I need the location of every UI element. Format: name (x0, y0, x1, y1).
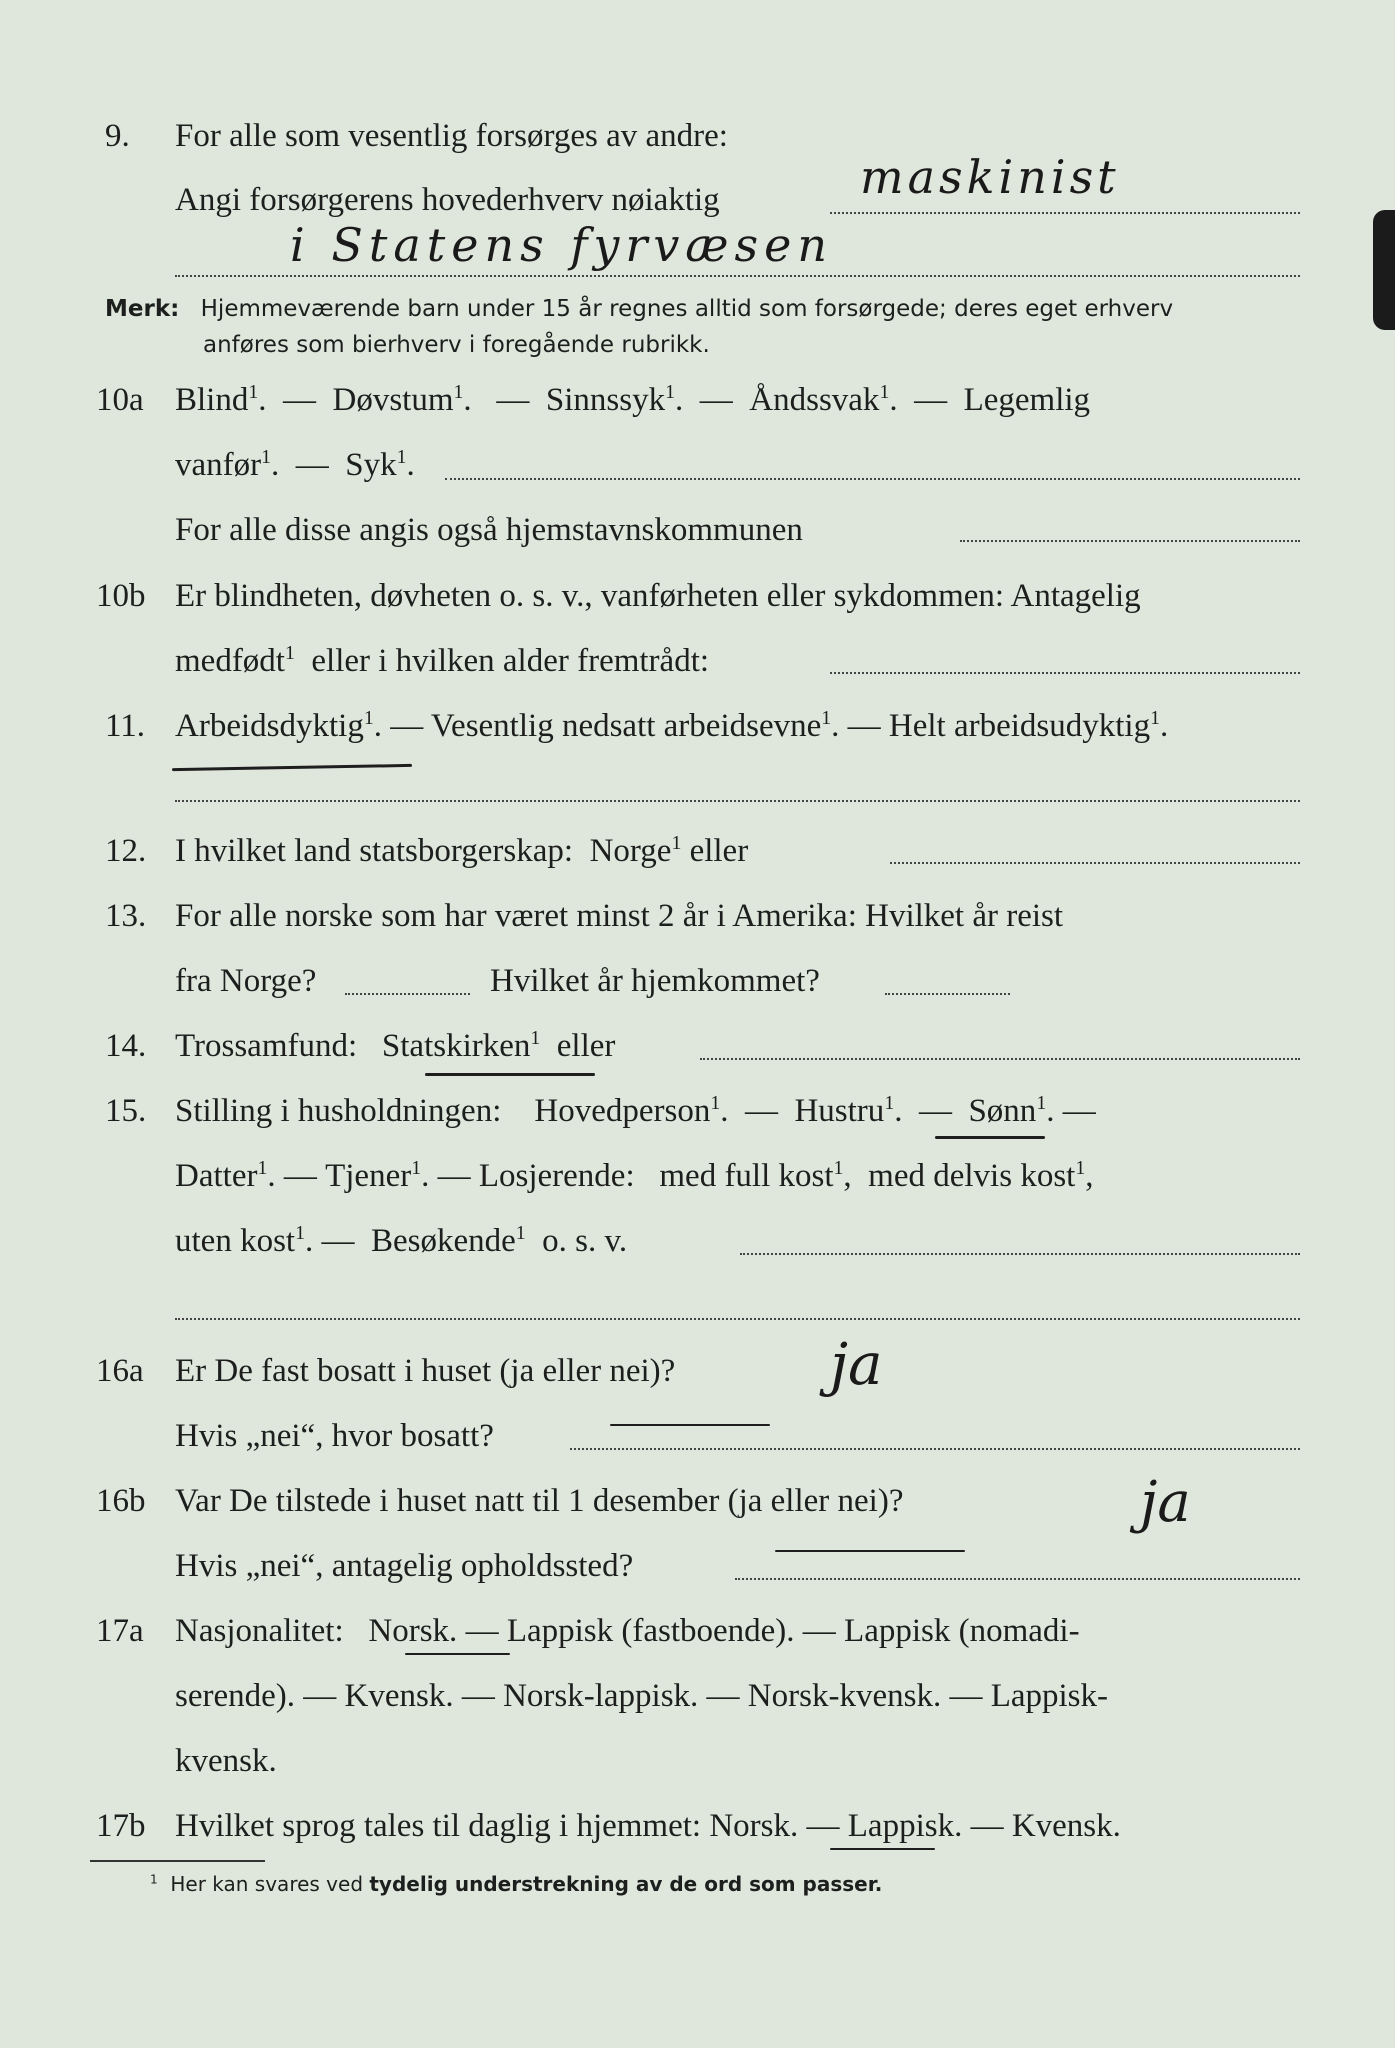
option-syk[interactable]: Syk (345, 447, 397, 483)
q16a-handwritten-answer[interactable]: ja (830, 1330, 883, 1398)
q9-number: 9. (105, 118, 130, 154)
footnote-marker: 1 (530, 1027, 541, 1049)
q16b-text-1: Var De tilstede i huset natt til 1 desember (ja eller nei)? (175, 1483, 904, 1519)
option-uten-kost[interactable]: uten kost (175, 1223, 296, 1259)
q13-answer-line-1 (345, 993, 470, 995)
q16a-answer-line (570, 1448, 1300, 1450)
option-hustru[interactable]: Hustru (794, 1093, 885, 1129)
q14-answer-line (700, 1058, 1300, 1060)
underline-statskirken (425, 1073, 595, 1076)
footnote-marker: 1 (363, 707, 374, 729)
footnote-marker: 1 (665, 381, 676, 403)
merk-note-line-1 (105, 296, 1173, 322)
footnote-marker: 1 (1036, 1092, 1047, 1114)
q15-row-1 (0, 1093, 1395, 1153)
option-blind[interactable]: Blind (175, 382, 249, 418)
q10b-text-1: Er blindheten, døvheten o. s. v., vanførheten eller sykdommen: Antagelig (175, 578, 1141, 614)
footnote-bold-text: tydelig understrekning av de ord som passer. (369, 1872, 883, 1896)
q13-row-2 (0, 963, 1395, 1023)
q13-number: 13. (105, 898, 147, 934)
q17a-text-2: serende). — Kvensk. — Norsk-lappisk. — Norsk-kvensk. — Lappisk- (175, 1678, 1109, 1714)
footnote-marker: 1 (821, 707, 832, 729)
q15-answer-line-1 (740, 1253, 1300, 1255)
q10a-line-2: vanfør$^1$. — Syk$^1$. (175, 446, 415, 483)
q17b-lead: Hvilket sprog tales til daglig i hjemmet: (175, 1808, 702, 1844)
q16b-number: 16b (96, 1483, 146, 1519)
footnote-marker: 1 (833, 1157, 844, 1179)
option-norge[interactable]: Norge (589, 833, 672, 869)
q16a-number: 16a (96, 1353, 144, 1389)
option-helt-arbeidsudyktig[interactable]: Helt arbeidsudyktig (888, 708, 1151, 744)
footnote-marker: 1 (295, 1222, 305, 1244)
q10b-line-2 (175, 643, 709, 680)
underline-norsk-sprog (830, 1848, 935, 1850)
q15-line-3: uten kost$^1$. — Besøkende$^1$ o. s. v. (175, 1222, 628, 1259)
q9-row-1 (0, 118, 1395, 178)
option-hovedperson[interactable]: Hovedperson (534, 1093, 711, 1129)
footnote-marker: 1 (879, 381, 890, 403)
option-legemlig[interactable]: Legemlig (963, 382, 1091, 418)
q13-fra-norge: fra Norge? (175, 963, 317, 999)
option-sinnssyk[interactable]: Sinnssyk (545, 382, 666, 418)
q14-label: Trossamfund: (175, 1028, 358, 1064)
footnote (150, 1872, 882, 1896)
footnote-rule (90, 1860, 265, 1862)
footnote-marker: 1 (453, 381, 464, 403)
q14-line (175, 1028, 615, 1065)
option-vanfor[interactable]: vanfør (175, 447, 262, 483)
q9-answer-line-1 (830, 212, 1300, 214)
q9-handwritten-answer-2[interactable]: i Statens fyrvæsen (290, 218, 834, 272)
q16a-text-2: Hvis „nei“, hvor bosatt? (175, 1418, 494, 1454)
merk-note-line-2: anføres som bierhverv i foregående rubrikk. (203, 332, 710, 358)
q17a-rest-1: — Lappisk (fastboende). — Lappisk (nomadi- (465, 1613, 1080, 1649)
footnote-marker: 1 (515, 1222, 526, 1244)
q9-answer-line-2 (175, 275, 1300, 277)
q16b-answer-line (735, 1578, 1300, 1580)
q16a-text-1: Er De fast bosatt i huset (ja eller nei)? (175, 1353, 676, 1389)
underline-norsk-nasjonalitet (405, 1653, 510, 1655)
q15-lead: Stilling i husholdningen: (175, 1093, 502, 1129)
q15-osv: o. s. v. (542, 1223, 628, 1259)
q15-line-1: Stilling i husholdningen: Hovedperson$^1$. — Hustru$^1$. — Sønn$^1$. — (175, 1092, 1096, 1129)
q17a-row-1 (0, 1613, 1395, 1673)
option-statskirken[interactable]: Statskirken (381, 1028, 531, 1064)
q16a-dash-mark (610, 1424, 770, 1426)
q15-number: 15. (105, 1093, 147, 1129)
q17a-line-1 (175, 1613, 1080, 1650)
q10a-text-3: For alle disse angis også hjemstavnskommunen (175, 512, 803, 548)
q10b-answer-line (830, 672, 1300, 674)
footnote-marker: 1 (884, 1092, 895, 1114)
q17b-row (0, 1808, 1395, 1868)
footnote-marker: 1 (1150, 707, 1160, 729)
q9-handwritten-answer-1[interactable]: maskinist (860, 150, 1120, 204)
q16b-dash-mark (775, 1550, 965, 1552)
q15-losjerende: Losjerende: (478, 1158, 635, 1194)
option-dovstum[interactable]: Døvstum (332, 382, 454, 418)
option-datter[interactable]: Datter (175, 1158, 258, 1194)
merk-label: Merk: (105, 296, 180, 322)
q10a-row-1 (0, 382, 1395, 442)
q11-number: 11. (105, 708, 146, 744)
footnote-marker: 1 (257, 1157, 268, 1179)
q17a-row-3 (0, 1743, 1395, 1803)
q15-answer-line-2 (175, 1318, 1300, 1320)
footnote-marker: 1 (396, 446, 407, 468)
q12-text: I hvilket land statsborgerskap: (175, 833, 574, 869)
q15-line-2: Datter$^1$. — Tjener$^1$. — Losjerende: med full kost$^1$, med delvis kost$^1$, (175, 1157, 1094, 1194)
option-andssvak[interactable]: Åndssvak (749, 382, 880, 418)
q14-number: 14. (105, 1028, 147, 1064)
q17a-text-3: kvensk. (175, 1743, 277, 1779)
q10a-answer-line-2 (960, 540, 1300, 542)
option-nedsatt-arbeidsevne[interactable]: Vesentlig nedsatt arbeidsevne (430, 708, 822, 744)
q15-row-2 (0, 1158, 1395, 1218)
footnote-marker: 1 (710, 1092, 721, 1114)
q10a-row-3 (0, 512, 1395, 572)
underline-hustru (935, 1136, 1045, 1139)
q11-answer-line (175, 800, 1300, 802)
footnote-plain-text: Her kan svares ved (170, 1872, 364, 1896)
footnote-marker: 1 (671, 832, 682, 854)
q10b-row-1 (0, 578, 1395, 638)
q10a-line-1: Blind$^1$. — Døvstum$^1$. — Sinnssyk$^1$. — Åndssvak$^1$. — Legemlig (175, 381, 1091, 418)
option-medfodt[interactable]: medfødt (175, 643, 285, 679)
q17a-number: 17a (96, 1613, 144, 1649)
merk-text-1: Hjemmeværende barn under 15 år regnes alltid som forsørgede; deres eget erhverv (200, 296, 1174, 322)
q10b-text-2: eller i hvilken alder fremtrådt: (311, 643, 710, 679)
q16b-text-2: Hvis „nei“, antagelig opholdssted? (175, 1548, 634, 1584)
q9-text-1: For alle som vesentlig forsørges av andre: (175, 118, 728, 154)
footnote-marker: 1 (411, 1157, 422, 1179)
q13-answer-line-2 (885, 993, 1010, 995)
q17b-number: 17b (96, 1808, 146, 1844)
q17a-row-2 (0, 1678, 1395, 1738)
q14-eller: eller (556, 1028, 616, 1064)
q10a-row-2 (0, 447, 1395, 507)
q12-line (175, 833, 748, 870)
q16b-handwritten-answer[interactable]: ja (1140, 1470, 1191, 1535)
option-sonn[interactable]: Sønn (968, 1093, 1037, 1129)
option-norsk-nasjonalitet[interactable]: Norsk. (368, 1613, 458, 1649)
option-arbeidsdyktig[interactable]: Arbeidsdyktig (175, 708, 364, 744)
footnote-marker: 1 (261, 446, 272, 468)
q13-hjemkommet: Hvilket år hjemkommet? (490, 963, 820, 999)
q12-number: 12. (105, 833, 147, 869)
q10b-number: 10b (96, 578, 146, 614)
footnote-number: 1 (150, 1872, 158, 1887)
q17b-line (175, 1808, 1121, 1845)
q11-line: Arbeidsdyktig$^1$. — Vesentlig nedsatt arbeidsevne$^1$. — Helt arbeidsudyktig$^1$. (175, 707, 1169, 744)
q9-text-2: Angi forsørgerens hovederhverv nøiaktig (175, 182, 720, 218)
q16a-row-1 (0, 1353, 1395, 1413)
option-tjener[interactable]: Tjener (325, 1158, 412, 1194)
q13-row-1 (0, 898, 1395, 958)
q10a-number: 10a (96, 382, 144, 418)
option-norsk-sprog[interactable]: Norsk. (709, 1808, 799, 1844)
footnote-marker: 1 (248, 381, 259, 403)
option-delvis-kost[interactable]: med delvis kost (868, 1158, 1076, 1194)
option-besokende[interactable]: Besøkende (370, 1223, 516, 1259)
q17a-label: Nasjonalitet: (175, 1613, 344, 1649)
footnote-marker: 1 (1075, 1157, 1086, 1179)
q11-row (0, 708, 1395, 768)
option-full-kost[interactable]: med full kost (659, 1158, 834, 1194)
q13-text-1: For alle norske som har været minst 2 år i Amerika: Hvilket år reist (175, 898, 1064, 934)
footnote-marker: 1 (284, 642, 295, 664)
q12-eller: eller (689, 833, 749, 869)
q10a-answer-line-1 (445, 478, 1300, 480)
q17b-rest: — Lappisk. — Kvensk. (806, 1808, 1121, 1844)
q12-answer-line (890, 862, 1300, 864)
